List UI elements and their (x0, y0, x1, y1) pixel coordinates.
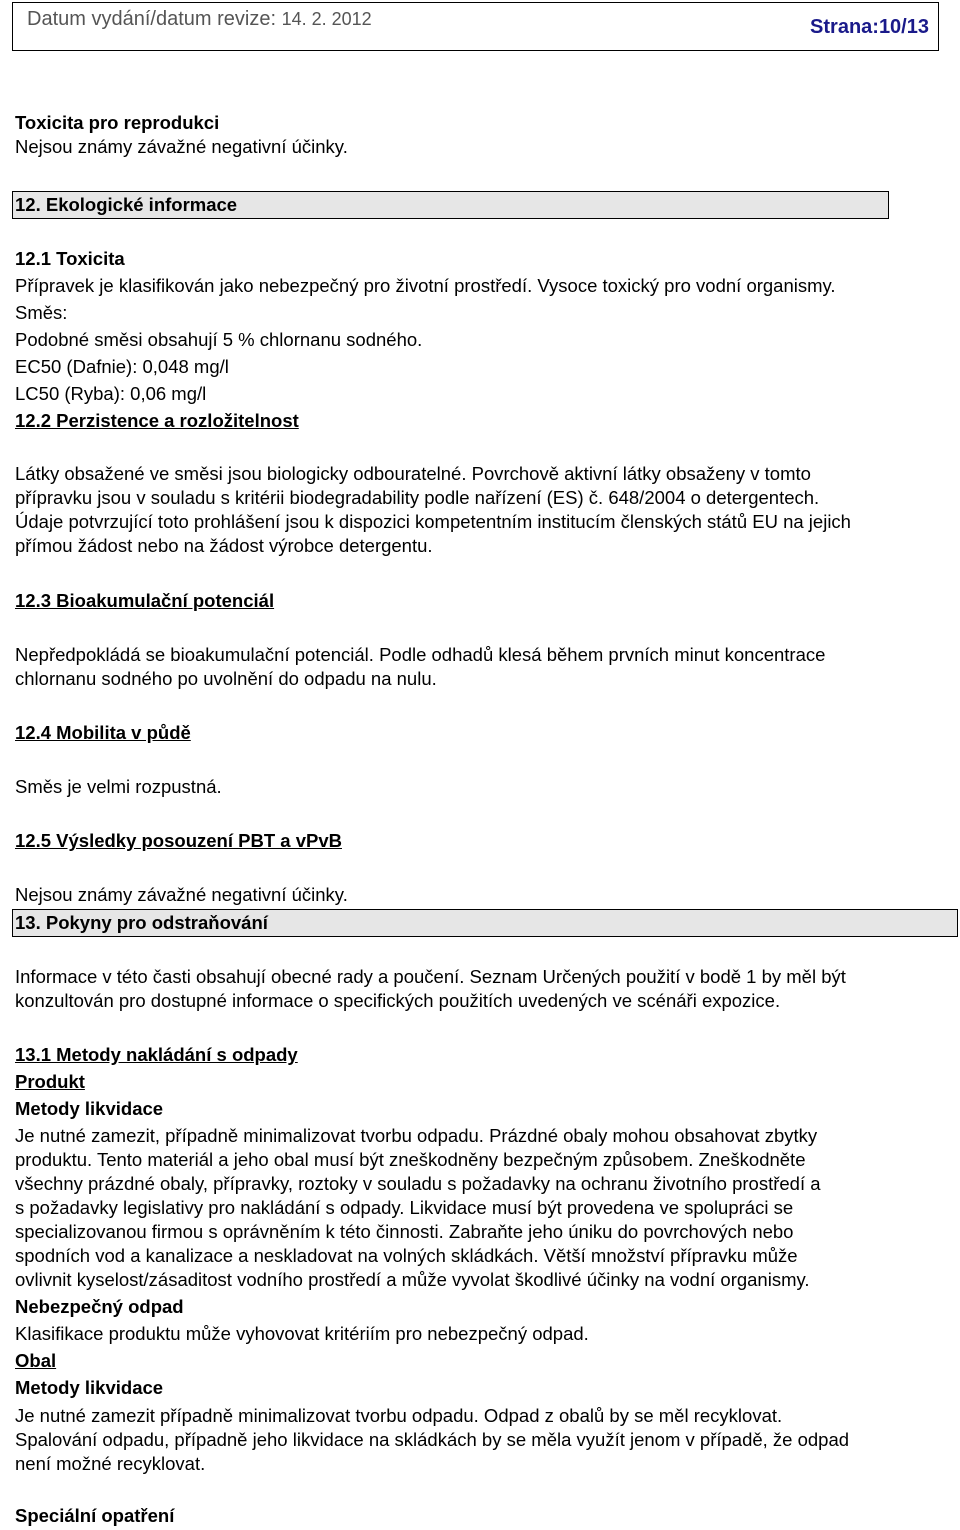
toxicity-line: Přípravek je klasifikován jako nebezpečný pro životní prostředí. Vysoce toxický pro vodní organismy. (15, 275, 836, 296)
mobility-title: 12.4 Mobilita v půdě (15, 722, 191, 743)
packaging-disposal-line: Je nutné zamezit případně minimalizovat tvorbu odpadu. Odpad z obalů by se měl recyklovat. (15, 1405, 783, 1426)
revision-date (27, 8, 372, 31)
bioaccumulation-title: 12.3 Bioakumulační potenciál (15, 590, 275, 611)
packaging-disposal-heading: Metody likvidace (15, 1377, 164, 1398)
bioaccumulation-line: Nepředpokládá se bioakumulační potenciál. Podle odhadů klesá během prvních minut koncentrace (15, 644, 826, 665)
product-disposal-line: Je nutné zamezit, případně minimalizovat tvorbu odpadu. Prázdné obaly mohou obsahovat zbytky (15, 1125, 818, 1146)
product-disposal-line: produktu. Tento materiál a jeho obal musí být zneškodněny bezpečným způsobem. Zneškodněte (15, 1149, 806, 1170)
packaging-disposal-line: Spalování odpadu, případně jeho likvidace na skládkách by se měla využít jenom v případě, že odpad (15, 1429, 850, 1450)
toxicity-line: EC50 (Dafnie): 0,048 mg/l (15, 356, 229, 377)
section-12-heading: 12. Ekologické informace (12, 191, 889, 219)
product-disposal-line: všechny prázdné obaly, přípravky, roztoky v souladu s požadavky na ochranu životního prostředí a (15, 1173, 821, 1194)
product-disposal-line: ovlivnit kyselost/zásaditost vodního prostředí a může vyvolat škodlivé účinky na vodní organismy. (15, 1269, 810, 1290)
toxicity-line: Podobné směsi obsahují 5 % chlornanu sodného. (15, 329, 423, 350)
pbt-title: 12.5 Výsledky posouzení PBT a vPvB (15, 830, 342, 851)
product-disposal-heading: Metody likvidace (15, 1098, 164, 1119)
persistence-line: přímou žádost nebo na žádost výrobce detergentu. (15, 535, 433, 556)
section-13-heading: 13. Pokyny pro odstraňování (12, 909, 958, 937)
special-measures-heading: Speciální opatření (15, 1505, 175, 1526)
persistence-line: Látky obsažené ve směsi jsou biologicky odbouratelné. Povrchově aktivní látky obsaženy v tomto (15, 463, 811, 484)
repro-toxicity-title: Toxicita pro reprodukci (15, 112, 220, 133)
section-13-intro-line: konzultován pro dostupné informace o specifických použitích uvedených ve scénáři expozice. (15, 990, 781, 1011)
page-number-value: 10/13 (878, 16, 929, 38)
toxicity-line: Směs: (15, 302, 68, 323)
toxicity-line: LC50 (Ryba): 0,06 mg/l (15, 383, 207, 404)
hazardous-waste-heading: Nebezpečný odpad (15, 1296, 184, 1317)
persistence-line: Údaje potvrzující toto prohlášení jsou k dispozici kompetentním institucím členských států EU na jejich (15, 511, 851, 532)
packaging-heading: Obal (15, 1350, 57, 1371)
product-disposal-line: s požadavky legislativy pro nakládání s odpady. Likvidace musí být provedena ve spolupráci se (15, 1197, 794, 1218)
document-header (12, 2, 939, 51)
repro-toxicity-text: Nejsou známy závažné negativní účinky. (15, 136, 348, 157)
toxicity-title: 12.1 Toxicita (15, 248, 125, 269)
packaging-disposal-line: není možné recyklovat. (15, 1453, 206, 1474)
waste-methods-title: 13.1 Metody nakládání s odpady (15, 1044, 298, 1065)
mobility-text: Směs je velmi rozpustná. (15, 776, 222, 797)
persistence-title: 12.2 Perzistence a rozložitelnost (15, 410, 299, 431)
section-13-intro-line: Informace v této časti obsahují obecné rady a poučení. Seznam Určených použití v bodě 1 by měl být (15, 966, 846, 987)
product-disposal-line: specializovanou firmou s oprávněním k této činnosti. Zabraňte jeho úniku do povrchových nebo (15, 1221, 794, 1242)
page-number (810, 16, 929, 39)
persistence-line: přípravku jsou v souladu s kritérii biodegradability podle nařízení (ES) č. 648/2004 o detergentech. (15, 487, 820, 508)
page-number-label: Strana: (810, 16, 879, 38)
bioaccumulation-line: chlornanu sodného po uvolnění do odpadu na nulu. (15, 668, 437, 689)
product-disposal-line: spodních vod a kanalizace a neskladovat na volných skládkách. Větší množství přípravku může (15, 1245, 798, 1266)
revision-date-label: Datum vydání/datum revize: (27, 8, 276, 30)
pbt-text: Nejsou známy závažné negativní účinky. (15, 884, 348, 905)
product-heading: Produkt (15, 1071, 85, 1092)
hazardous-waste-text: Klasifikace produktu může vyhovovat kritériím pro nebezpečný odpad. (15, 1323, 589, 1344)
revision-date-value: 14. 2. 2012 (281, 9, 372, 29)
